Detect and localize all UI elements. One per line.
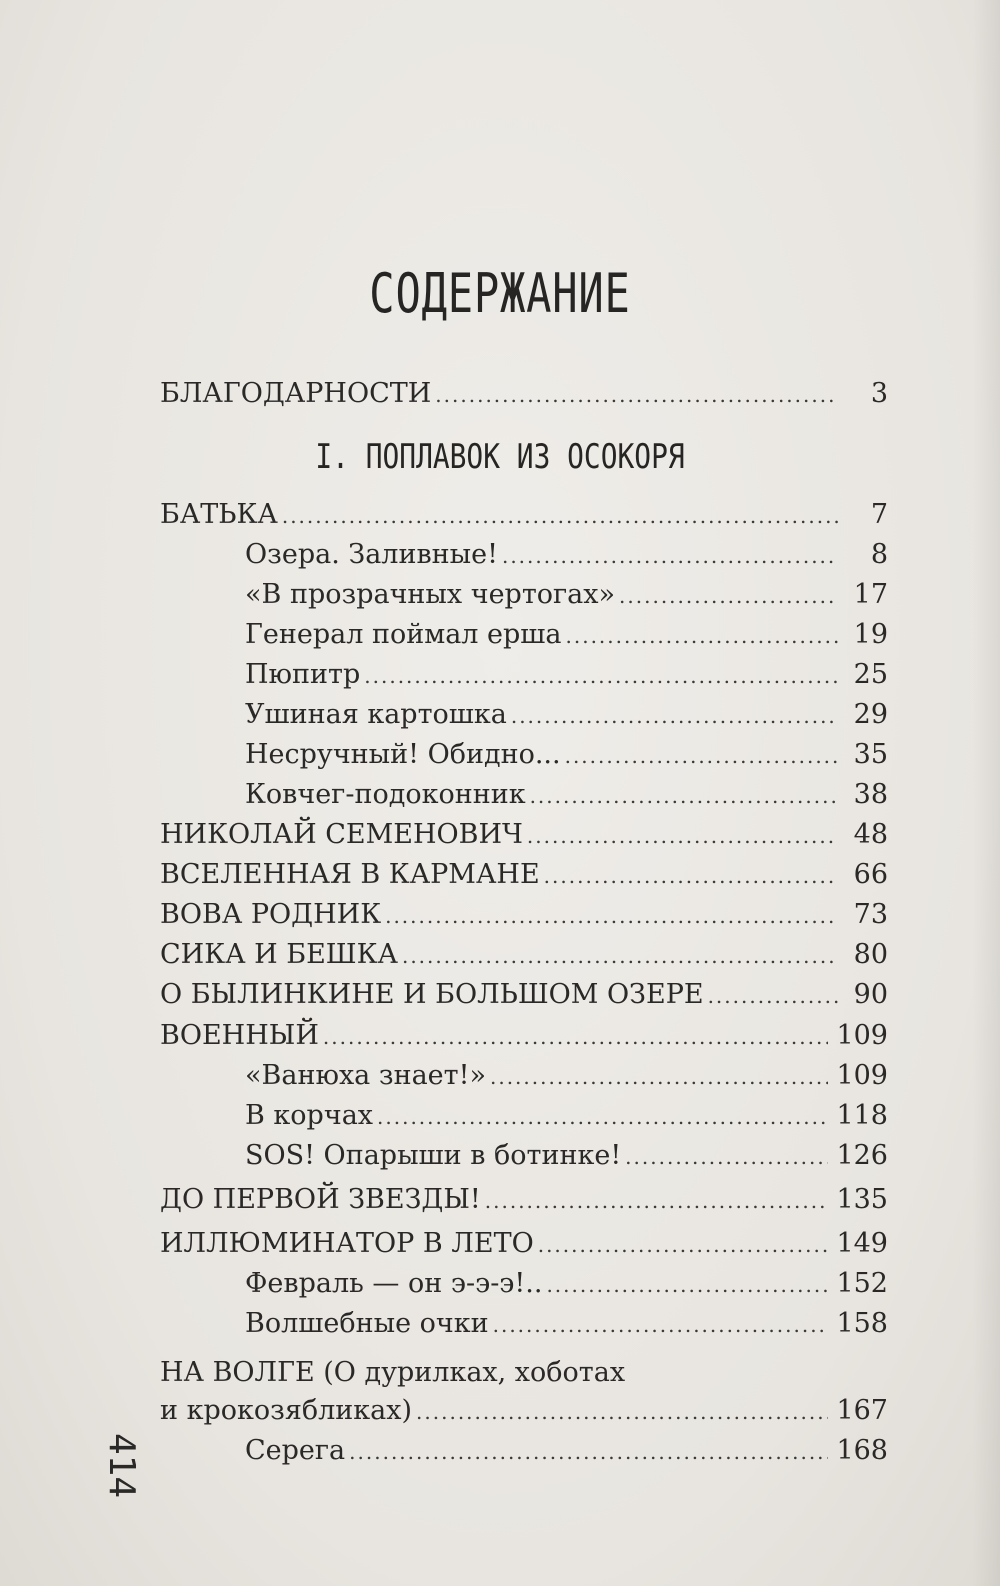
page-edge-shadow	[972, 0, 1000, 1586]
toc-entry-title: и крокозябликах)	[160, 1395, 413, 1426]
toc-entry-page: 66	[853, 859, 888, 890]
toc-leader-dots	[377, 1097, 828, 1137]
toc-leader-dots	[544, 856, 838, 896]
toc-entry-title: Волшебные очки	[245, 1308, 489, 1339]
toc-entry-page: 158	[836, 1308, 888, 1339]
toc-entry-page: 167	[836, 1395, 888, 1426]
toc-entry-page: 90	[853, 979, 888, 1010]
toc-entry-page: 80	[853, 939, 888, 970]
toc-subentry	[245, 535, 888, 575]
toc-entry-page: 48	[853, 819, 888, 850]
page-number: 414	[101, 1433, 142, 1499]
toc-entry-title: Генерал поймал ерша	[245, 619, 562, 650]
toc-leader-dots	[619, 576, 838, 616]
toc-entry-page: 126	[836, 1140, 888, 1171]
toc-leader-dots	[435, 375, 838, 415]
toc-leader-dots	[349, 1432, 828, 1472]
toc-leader-dots	[485, 1181, 829, 1221]
toc-entry-page: 38	[853, 779, 888, 810]
contents-title: СОДЕРЖАНИЕ	[369, 262, 631, 325]
toc-leader-dots	[625, 1137, 828, 1177]
toc-leader-dots	[530, 776, 838, 816]
toc-entry	[160, 895, 888, 935]
toc-entry-title: БАТЬКА	[160, 499, 278, 530]
section-heading: I. ПОПЛАВОК ИЗ ОСОКОРЯ	[315, 437, 685, 477]
toc-leader-dots	[490, 1057, 828, 1097]
toc-entry-page: 109	[836, 1020, 888, 1051]
toc-leader-dots	[402, 936, 838, 976]
toc-subentry	[245, 575, 888, 615]
toc-subentry	[245, 1096, 888, 1136]
toc-entry-title: Ковчег-подоконник	[245, 779, 526, 810]
toc-entry	[160, 495, 888, 535]
toc-entry-page: 35	[853, 739, 888, 770]
toc-entry-title: О БЫЛИНКИНЕ И БОЛЬШОМ ОЗЕРЕ	[160, 979, 704, 1010]
toc-entry	[160, 1391, 888, 1431]
toc-entry-title: «В прозрачных чертогах»	[245, 579, 616, 610]
toc-leader-dots	[416, 1392, 828, 1432]
toc-entry-title: Пюпитр	[245, 659, 361, 690]
toc-entry-page: 73	[853, 899, 888, 930]
toc-leader-dots	[566, 616, 839, 656]
toc-entry-page: 118	[836, 1100, 888, 1131]
toc-entry-title: БЛАГОДАРНОСТИ	[160, 378, 432, 409]
toc-entry-title: НИКОЛАЙ СЕМЕНОВИЧ	[160, 819, 523, 850]
toc-subentry	[245, 615, 888, 655]
toc-entry-page: 29	[853, 699, 888, 730]
toc-entry-page: 7	[870, 499, 888, 530]
toc-entry-page: 168	[836, 1435, 888, 1466]
toc-entry-page: 109	[836, 1060, 888, 1091]
toc-subentry	[245, 1136, 888, 1176]
toc-entry-page: 25	[853, 659, 888, 690]
toc-entry	[160, 374, 888, 414]
toc-subentry	[245, 1264, 888, 1304]
toc-entry-title: ВОЕННЫЙ	[160, 1020, 319, 1051]
toc-leader-dots	[323, 1017, 829, 1057]
toc-entry	[160, 935, 888, 975]
toc-leader-dots	[708, 976, 838, 1016]
toc-leader-dots	[282, 496, 838, 536]
toc-entry	[160, 855, 888, 895]
toc-entry-page: 149	[836, 1228, 888, 1259]
toc-entry-page: 3	[870, 378, 888, 409]
toc-entry	[160, 1224, 888, 1264]
toc-entry-title: ВОВА РОДНИК	[160, 899, 382, 930]
toc-entry-title: СИКА И БЕШКА	[160, 939, 398, 970]
toc-entry-title: Несручный! Обидно...	[245, 739, 561, 770]
toc-leader-dots	[527, 816, 838, 856]
toc-leader-dots	[546, 1265, 828, 1305]
toc-leader-dots	[511, 696, 838, 736]
toc-entry-title: SOS! Опарыши в ботинке!	[245, 1140, 622, 1171]
toc-entry-title: ВСЕЛЕННАЯ В КАРМАНЕ	[160, 859, 540, 890]
toc-subentry	[245, 1431, 888, 1471]
toc-entry-title: ДО ПЕРВОЙ ЗВЕЗДЫ!	[160, 1184, 481, 1215]
toc-entry	[160, 815, 888, 855]
toc-entry	[160, 1180, 888, 1220]
toc-subentry	[245, 735, 888, 775]
toc-leader-dots	[364, 656, 838, 696]
toc-leader-dots	[385, 896, 838, 936]
toc-entry-page: 152	[836, 1268, 888, 1299]
toc-entry-title: ИЛЛЮМИНАТОР В ЛЕТО	[160, 1228, 534, 1259]
toc-entry-page: 19	[853, 619, 888, 650]
toc-entry-title: «Ванюха знает!»	[245, 1060, 486, 1091]
toc-leader-dots	[493, 1305, 829, 1345]
toc-subentry	[245, 695, 888, 735]
toc-subentry	[245, 775, 888, 815]
toc-subentry	[245, 1304, 888, 1344]
toc-entry-page: 135	[836, 1184, 888, 1215]
toc-entry-page: 8	[870, 539, 888, 570]
toc-entry-title-line1: НА ВОЛГЕ (О дурилках, хоботах	[160, 1357, 626, 1388]
toc-entry	[160, 975, 888, 1015]
toc-entry-title: Февраль — он э-э-э!..	[245, 1268, 543, 1299]
toc-entry	[160, 1016, 888, 1056]
toc-entry-title: Серега	[245, 1435, 346, 1466]
toc-entry-title: Ушиная картошка	[245, 699, 507, 730]
toc-leader-dots	[538, 1225, 829, 1265]
toc-entry-page: 17	[853, 579, 888, 610]
toc-leader-dots	[565, 736, 838, 776]
toc-entry-title: Озера. Заливные!	[245, 539, 498, 570]
toc-subentry	[245, 1056, 888, 1096]
toc-entry-title: В корчах	[245, 1100, 374, 1131]
toc-leader-dots	[502, 536, 838, 576]
toc-subentry	[245, 655, 888, 695]
